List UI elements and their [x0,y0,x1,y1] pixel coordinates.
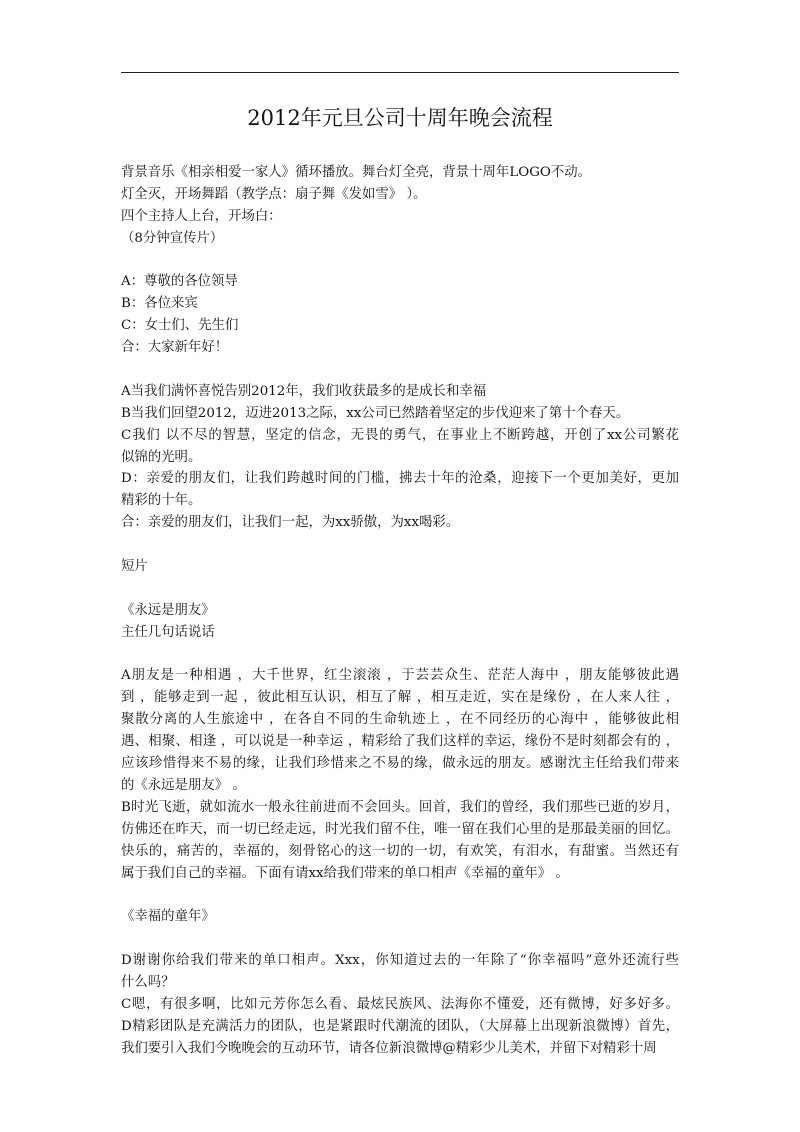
body-line: 背景音乐《相亲相爱一家人》循环播放。舞台灯全亮，背景十周年LOGO不动。 [121,165,592,180]
blank-line [121,250,679,272]
body-line: 主任几句话说话 [121,624,215,640]
body-line: B：各位来宾 [121,296,198,312]
body-line: A当我们满怀喜悦告别2012年，我们收获最多的是成长和幸福 [121,383,487,399]
body-line: A：尊敬的各位领导 [121,274,238,290]
body-line: 我们要引入我们今晚晚会的互动环节，请各位新浪微博@精彩少儿美术，并留下对精彩十周 [121,1040,657,1056]
body-line: C嗯，有很多啊，比如元芳你怎么看、最炫民族风、法海你不懂爱，还有微博，好多好多。 [121,996,679,1012]
body-line: B当我们回望2012，迈进2013之际，xx公司已然踏着坚定的步伐迎来了第十个春天。 [121,405,630,421]
body-line: 四个主持人上台，开场白： [121,208,282,224]
blank-line [121,578,679,600]
body-line: 合：亲爱的朋友们，让我们一起，为xx骄傲，为xx喝彩。 [121,515,460,531]
body-line: 的《永远是朋友》 。 [121,777,246,793]
body-line: 灯全灭，开场舞蹈（教学点：扇子舞《发如雪》 ）。 [121,186,427,202]
body-line: 遇、相聚、相逢 ，可以说是一种幸运 ，精彩给了我们这样的幸运，缘份不是时刻都会有的 ， [121,734,679,750]
body-line: （8分钟宣传片） [121,230,224,246]
body-line: A朋友是一种相遇 ，大千世界，红尘滚滚 ，于芸芸众生、茫茫人海中 ，朋友能够彼此遇 [121,668,679,684]
body-line: 短片 [121,559,148,575]
body-line: B时光飞逝，就如流水一般永往前进而不会回头。回首，我们的曾经，我们那些已逝的岁月， [121,799,679,815]
body-line: 快乐的，痛苦的，幸福的，刻骨铭心的这一切的一切，有欢笑，有泪水，有甜蜜。当然还有 [121,843,679,859]
body-line: 什么吗？ [121,974,175,990]
body-line: 《永远是朋友》 [121,602,215,618]
blank-line [121,884,679,906]
body-line: C：女士们、先生们 [121,318,239,334]
blank-line [121,644,679,666]
body-line: 仿佛还在昨天，而一切已经走远，时光我们留不住，唯一留在我们心里的是那最美丽的回忆。 [121,821,679,837]
blank-line [121,359,679,381]
body-line: D精彩团队是充满活力的团队，也是紧跟时代潮流的团队，（大屏幕上出现新浪微博）首先， [121,1018,679,1034]
body-line: 合：大家新年好！ [121,340,229,356]
document-title: 2012年元旦公司十周年晚会流程 [247,106,553,130]
body-line: D：亲爱的朋友们，让我们跨越时间的门槛，拂去十年的沧桑，迎接下一个更加美好，更加 [121,471,679,487]
body-line: 到 ，能够走到一起 ，彼此相互认识，相互了解 ，相互走近，实在是缘份 ，在人来人往 ， [121,690,679,706]
blank-line [121,534,679,556]
document-body [121,162,679,1060]
body-line: 属于我们自己的幸福。下面有请xx给我们带来的单口相声《幸福的童年》 。 [121,865,569,881]
body-line: 《幸福的童年》 [121,909,215,925]
body-line: 精彩的十年。 [121,493,202,509]
body-line: D谢谢你给我们带来的单口相声。Xxx，你知道过去的一年除了“你幸福吗”意外还流行些 [121,953,679,969]
body-line: 应该珍惜得来不易的缘，让我们珍惜来之不易的缘，做永远的朋友。感谢沈主任给我们带来 [121,756,679,772]
header-rule [121,72,679,73]
body-line: 似锦的光明。 [121,449,202,465]
body-line: C我们 以不尽的智慧，坚定的信念，无畏的勇气，在事业上不断跨越，开创了xx公司繁花 [121,427,679,443]
blank-line [121,928,679,950]
body-line: 聚散分离的人生旅途中 ，在各自不同的生命轨迹上 ，在不同经历的心海中 ，能够彼此相 [121,712,679,728]
